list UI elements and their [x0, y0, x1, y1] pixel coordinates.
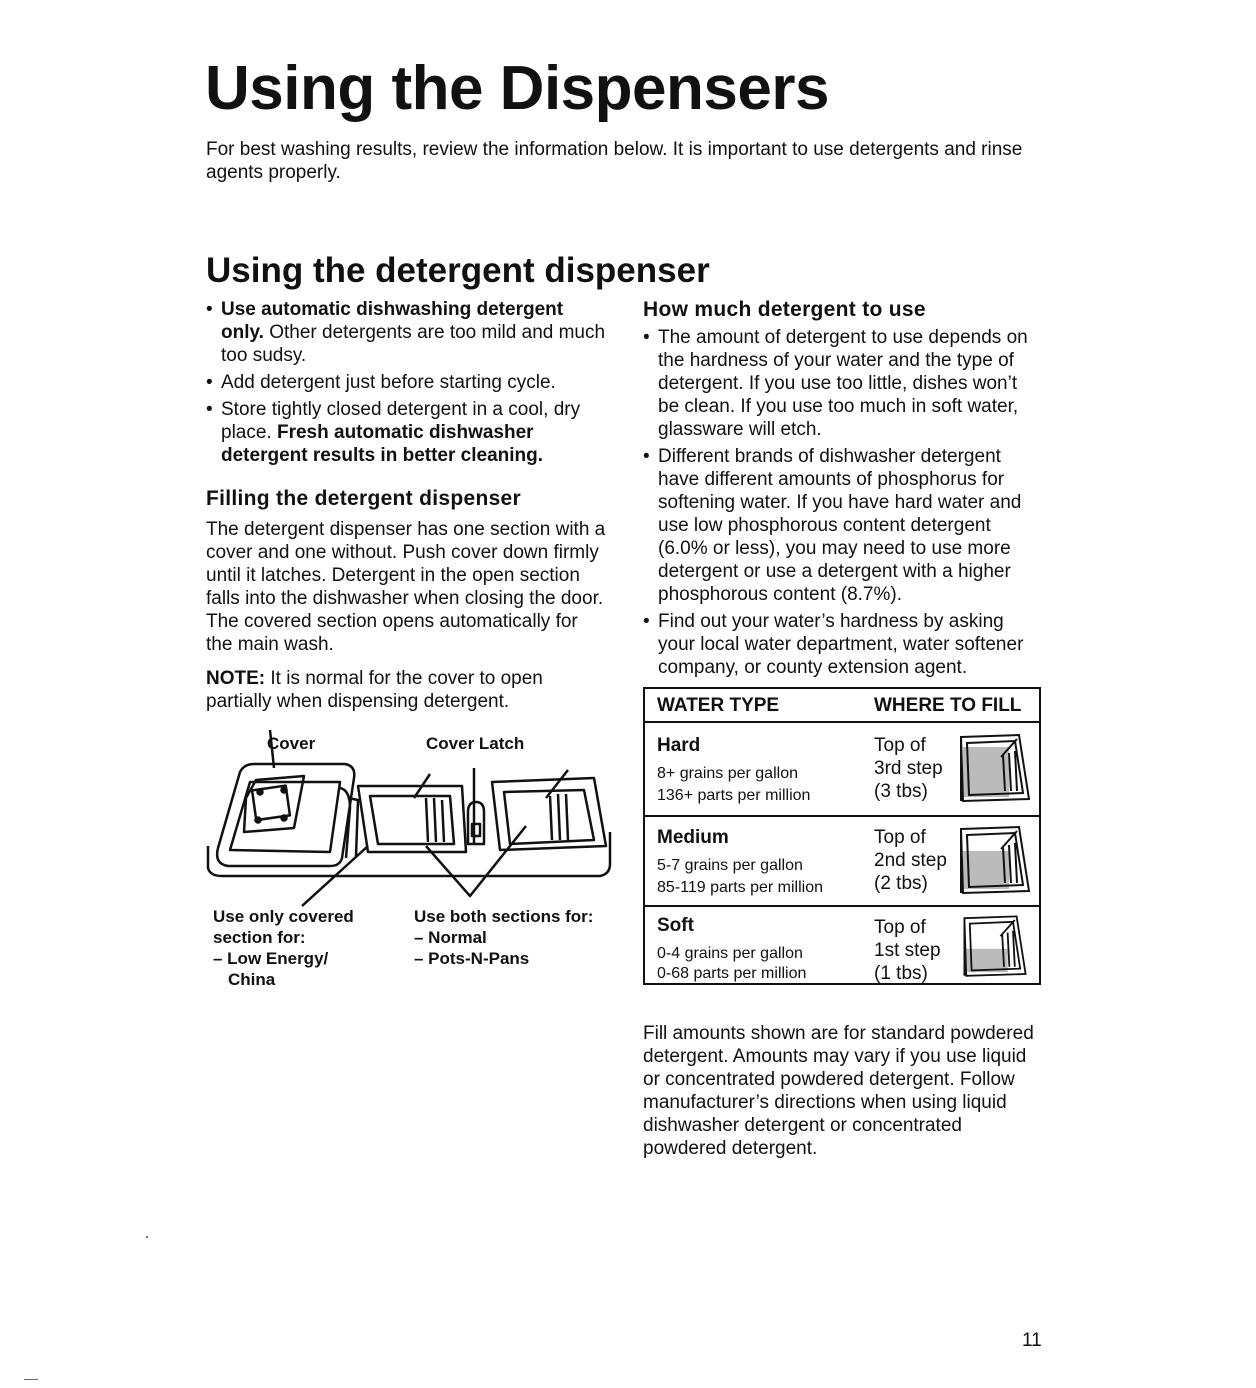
ppm-value: 0-68 parts per million	[657, 965, 807, 982]
filling-heading: Filling the detergent dispenser	[206, 487, 522, 510]
ppm-value: 85-119 parts per million	[657, 879, 824, 896]
fill-amount-footnote: Fill amounts shown are for standard powdered detergent. Amounts may vary if you use liquid or concentrated powdered detergent. Follow manufacturer’s directions when using liquid dishwasher detergent or concentrated powdered detergent.	[643, 1023, 1034, 1159]
fill-line: 2nd step	[874, 850, 947, 871]
cup-fill-level-icon	[957, 729, 1033, 809]
bullet-item: • Store tightly closed detergent in a cool, dry place. Fresh automatic dishwasher detergent results in better cleaning.	[206, 398, 608, 467]
water-type-header: WATER TYPE	[657, 695, 780, 716]
fill-line: Top of	[874, 735, 926, 756]
intro-paragraph: For best washing results, review the information below. It is important to use detergents and rinse agents properly.	[206, 139, 1023, 183]
covered-section-caption: Use only covered section for: – Low Energy/ China	[213, 907, 354, 989]
page-number: 11	[1022, 1330, 1042, 1351]
cover-label: Cover	[267, 734, 316, 753]
grains-value: 0-4 grains per gallon	[657, 945, 803, 962]
scan-speck	[146, 1236, 148, 1238]
ppm-value: 136+ parts per million	[657, 787, 811, 804]
fill-line: Top of	[874, 827, 926, 848]
grains-value: 5-7 grains per gallon	[657, 857, 803, 874]
margin-mark	[24, 1379, 38, 1380]
water-type-name: Medium	[657, 827, 729, 848]
cover-latch-label: Cover Latch	[426, 734, 525, 753]
bullet-item: • Add detergent just before starting cycle.	[206, 371, 608, 394]
fill-line: 1st step	[874, 940, 941, 961]
table-header	[645, 689, 1039, 723]
table-row	[645, 905, 1039, 983]
bullet-item: • Find out your water’s hardness by asking your local water department, water softener company, or county extension agent.	[643, 610, 1043, 679]
fill-line: Top of	[874, 917, 926, 938]
page-title: Using the Dispensers	[205, 54, 829, 123]
cup-fill-level-icon	[957, 821, 1033, 901]
how-much-heading: How much detergent to use	[643, 298, 926, 321]
fill-line: 3rd step	[874, 758, 943, 779]
grains-value: 8+ grains per gallon	[657, 765, 798, 782]
water-type-name: Soft	[657, 915, 694, 936]
fill-line: (3 tbs)	[874, 781, 928, 802]
fill-line: (1 tbs)	[874, 963, 928, 984]
section-heading: Using the detergent dispenser	[206, 251, 710, 290]
note-paragraph: NOTE: It is normal for the cover to open partially when dispensing detergent.	[206, 668, 543, 712]
water-type-table	[643, 687, 1041, 985]
both-sections-caption: Use both sections for: – Normal – Pots-N-Pans	[414, 907, 594, 968]
amount-bullet-list	[643, 326, 1043, 683]
water-type-name: Hard	[657, 735, 701, 756]
cup-fill-level-icon	[957, 911, 1033, 983]
bullet-item: • The amount of detergent to use depends on the hardness of your water and the type of detergent. If you use too little, dishes won’t be clean. If you use too much in soft water, glassware will etch.	[643, 326, 1043, 441]
table-row	[645, 725, 1039, 813]
bullet-item: • Use automatic dishwashing detergent only. Other detergents are too mild and much too sudsy.	[206, 298, 608, 367]
bullet-item: • Different brands of dishwasher detergent have different amounts of phosphorus for softening water. If you have hard water and use low phosphorous content detergent (6.0% or less), you may need to use more detergent or use a detergent with a higher phosphorous content (8.7%).	[643, 445, 1043, 606]
where-to-fill-header: WHERE TO FILL	[874, 695, 1022, 716]
filling-paragraph: The detergent dispenser has one section with a cover and one without. Push cover down firmly until it latches. Detergent in the open section falls into the dishwasher when closing the door. The covered section opens automatically for the main wash.	[206, 519, 606, 655]
usage-bullet-list	[206, 298, 608, 471]
fill-line: (2 tbs)	[874, 873, 928, 894]
table-row	[645, 815, 1039, 903]
fill-shade	[963, 851, 1009, 889]
